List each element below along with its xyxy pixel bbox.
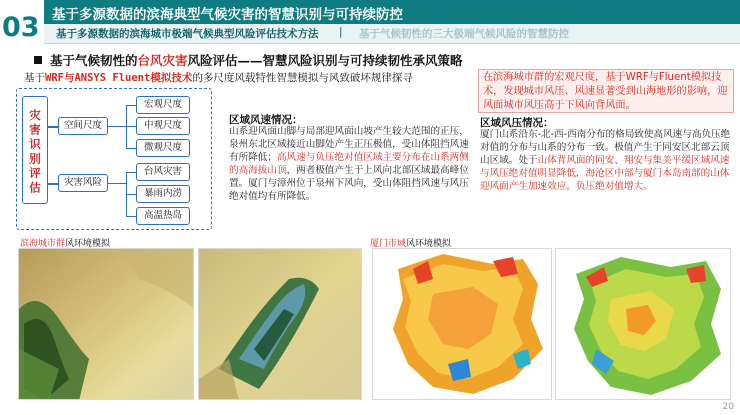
tree-leaf: 微观尺度: [136, 139, 190, 157]
highlight-box: 在滨海城市群的宏观尺度，基于WRF与Fluent模拟技术，发现城市风压、风速显著受到山海地形的影响，迎风面城市风压高于下风向背风面。: [478, 69, 734, 113]
page-number: 20: [722, 402, 734, 412]
wind-speed-text-red: 高风速与负压绝对值区域主要分布在山系两侧的高海拔山顶: [229, 151, 469, 176]
bullet-text-pre: 基于气候韧性的: [50, 53, 138, 68]
tree-connector: [126, 105, 136, 106]
tree-leaf: 台风灾害: [136, 163, 190, 181]
terrain-3d-graphic: [199, 249, 362, 400]
wind-speed-text-post: ，两者极值产生于上风向北部区域最高峰位置。厦门与漳州位于泉州下风向，受山体阻挡风速与风压绝对值均有所降低。: [229, 164, 469, 202]
terrain-map-graphic: [19, 249, 194, 400]
tree-branch-risk: 灾害风险: [58, 174, 108, 192]
speed-map-graphic: [556, 249, 731, 400]
tree-leaf: 中观尺度: [136, 117, 190, 135]
tree-leaf: 高温热岛: [136, 207, 190, 225]
tree-connector: [108, 126, 126, 127]
page-title: 基于多源数据的滨海典型气候灾害的智慧识别与可持续防控: [52, 7, 403, 23]
bullet-heading: [34, 51, 463, 69]
caption-right-red: 厦门市域: [370, 239, 407, 249]
tree-connector: [48, 183, 58, 185]
wind-pressure-text: [480, 129, 734, 194]
tab-risk-assessment[interactable]: 基于多源数据的滨海城市极端气候典型风险评估技术方法: [56, 28, 319, 40]
square-bullet-icon: [34, 56, 42, 64]
tree-leaf: 宏观尺度: [136, 96, 190, 114]
tree-connector: [126, 148, 136, 149]
terrain-simulation-image-2: [198, 248, 362, 400]
tree-leaf: 暴雨内涝: [136, 185, 190, 203]
pressure-map-graphic: [373, 249, 552, 400]
wind-pressure-text-pre: 厦门山系沿东-北-西-西南分布的格局致使高风速与高负压绝对值的分布与山系的分布一致。极值产生于同安区北部云顶山区域。处于: [480, 129, 731, 166]
tree-connector: [108, 183, 126, 184]
section-number: 03: [2, 12, 40, 43]
intro-line: [24, 70, 413, 85]
tab-separator: |: [339, 26, 343, 38]
tree-connector: [48, 126, 58, 128]
intro-pre: 基于: [24, 72, 45, 84]
tree-connector: [126, 126, 136, 127]
wind-speed-text: [229, 126, 471, 203]
caption-right-rest: 风环境模拟: [406, 239, 452, 249]
tree-branch-spatial: 空间尺度: [58, 117, 108, 135]
tree-connector: [126, 172, 136, 173]
bullet-text-post: 风险评估——智慧风险识别与可持续韧性承风策略: [187, 53, 463, 68]
intro-post: 的多尺度风载特性智慧模拟与风致破坏规律探寻: [192, 72, 413, 84]
caption-left-rest: 风环境模拟: [65, 239, 111, 249]
terrain-simulation-image-1: [18, 248, 194, 400]
bullet-highlight: 台风灾害: [137, 53, 188, 68]
intro-highlight: WRF与ANSYS Fluent模拟技术: [45, 72, 193, 84]
tab-smart-prevention[interactable]: 基于气候韧性的三大极端气候风险的智慧防控: [359, 28, 569, 40]
wind-pressure-title: 区域风压情况：: [480, 117, 554, 129]
tree-connector: [126, 216, 136, 217]
tree-root-node: 灾害识别评估: [22, 96, 48, 204]
pressure-simulation-image: [372, 248, 552, 400]
wind-speed-title: 区域风速情况：: [229, 114, 303, 126]
wind-speed-text-pre: 山系迎风面山脚与局部迎风面山坡产生较大范围的正压，泉州东北区域接近山脚处产生正压极值，受山体阻挡风速有所降低；: [229, 126, 469, 163]
wind-pressure-text-red: 山体背风面的同安、翔安与集美平缓区域风速与风压绝对值明显降低，海沧区中部与厦门本岛南部的山体迎风面产生加速效应，负压绝对值增大。: [480, 154, 730, 192]
caption-left-red: 滨海城市群: [20, 239, 66, 249]
tree-connector: [126, 194, 136, 195]
speed-simulation-image: [555, 248, 731, 400]
